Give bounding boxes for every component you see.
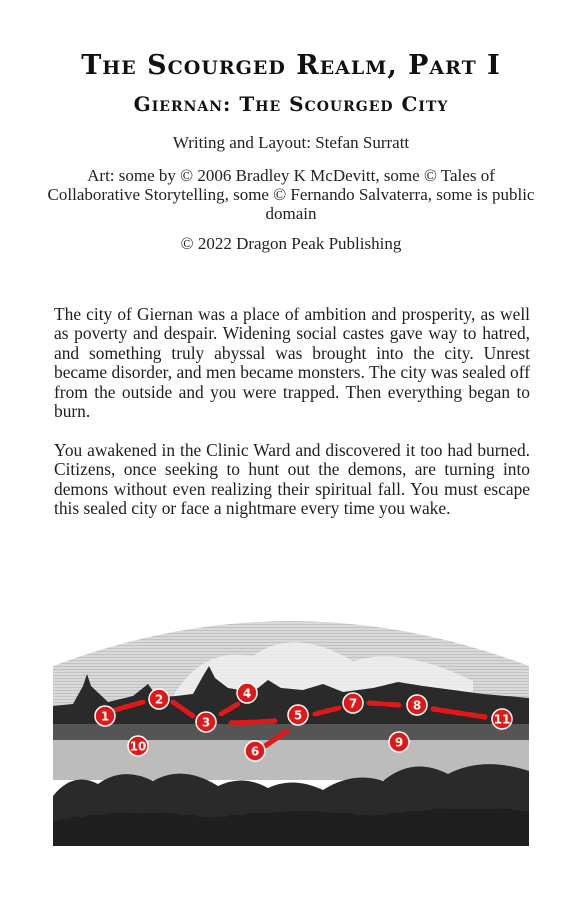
route-marker-label: 4 [242,686,252,701]
route-marker-label: 3 [201,715,211,730]
route-marker-label: 6 [250,744,260,759]
route-marker-label: 5 [293,708,303,723]
route-marker-10 [128,736,148,756]
route-marker-label: 11 [493,712,511,727]
credit-art: Art: some by © 2006 Bradley K McDevitt, some © Tales of Collaborative Storytelling, some © Fernando Salvaterra, some is public domain [47,166,535,223]
route-marker-5 [288,705,308,725]
credit-copyright: © 2022 Dragon Peak Publishing [180,234,402,253]
route-marker-9 [389,732,409,752]
route-marker-4 [237,683,257,703]
route-marker-label: 10 [129,739,147,754]
credit-writing: Writing and Layout: Stefan Surratt [172,133,410,152]
city-map-svg [53,606,529,846]
city-map-illustration [53,606,529,846]
route-marker-6 [245,741,265,761]
route-marker-1 [95,706,115,726]
awakening-paragraph: You awakened in the Clinic Ward and discovered it too had burned. Citizens, once seeking to hunt out the demons, are turning into demons without even realizing their spiritual fall. You must escape this sealed city or face a nightmare every time you wake. [54,440,530,519]
route-marker-11 [492,709,512,729]
route-marker-8 [407,695,427,715]
route-marker-label: 7 [348,696,358,711]
route-marker-2 [149,689,169,709]
route-marker-label: 2 [154,692,164,707]
route-marker-label: 1 [100,709,110,724]
route-marker-label: 8 [412,698,422,713]
intro-paragraph: The city of Giernan was a place of ambition and prosperity, as well as poverty and despair. Widening social castes gave way to hatred, and something truly abyssal was brought into the city. Unrest became disorder, and men became monsters. The city was sealed off from the outside and you were trapped. Then everything began to burn. [54,304,530,422]
page-subtitle: Giernan: The Scourged City [133,92,449,116]
route-marker-label: 9 [394,735,404,750]
route-marker-7 [343,693,363,713]
route-marker-3 [196,712,216,732]
page-title: The Scourged Realm, Part I [81,50,501,81]
